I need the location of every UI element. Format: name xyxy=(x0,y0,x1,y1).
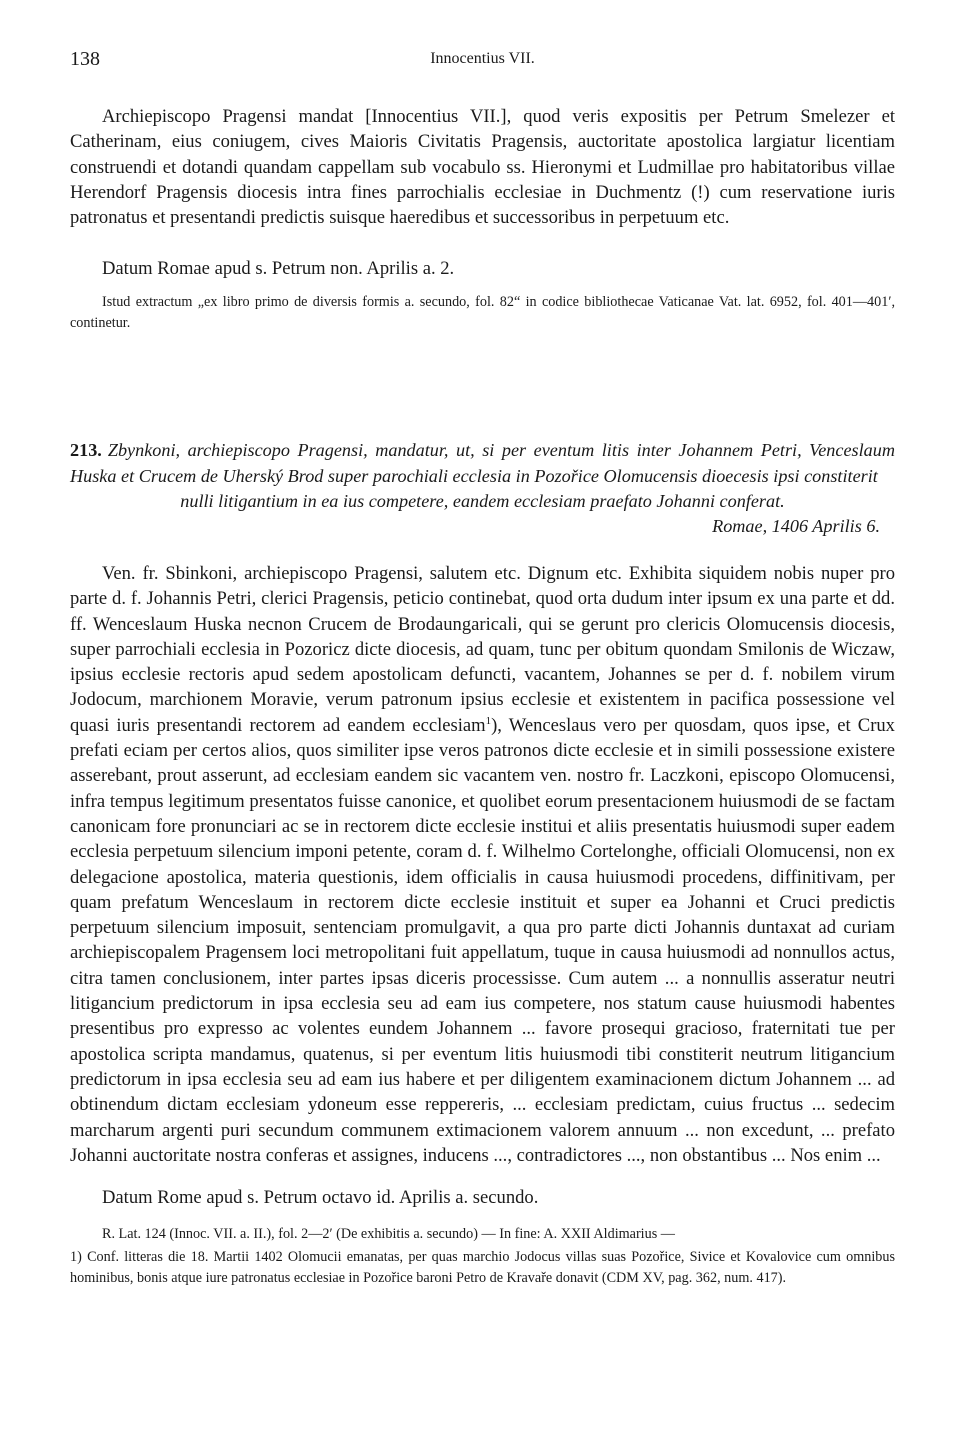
regest-main: Zbynkoni, archiepiscopo Pragensi, mandatur, ut, si per eventum litis inter Johannem Petri, Venceslaum Huska et Crucem de Uherský Brod super parochiali ecclesia in Pozořice Olomucensis dioecesis ipsi constiterit xyxy=(70,440,895,486)
running-head xyxy=(70,48,895,72)
regest-last-line: nulli litigantium in ea ius competere, eandem ecclesiam praefato Johanni conferat. xyxy=(180,491,785,511)
entry-213-regest xyxy=(70,438,895,515)
entry-212-text: Archiepiscopo Pragensi mandat [Innocentius VII.], quod veris expositis per Petrum Smelezer et Catherinam, eius coniugem, cives Maioris Civitatis Pragensis, auctoritate apostolica largiatur licentiam construendi et dotandi quandam cappellam sub vocabulo ss. Hieronymi et Ludmillae pro habitatoribus villae Herendorf Pragensis diocesis intra fines parrochialis ecclesiae in Duchmentz (!) cum reservatione iuris patronatus et presentandi predictis suisque haeredibus et successoribus in perpetuum etc. xyxy=(70,106,895,229)
footnote-reference: 1 xyxy=(485,714,492,727)
page-number: 138 xyxy=(70,48,100,70)
text-part-2: ), Wenceslaus vero per quosdam, quos ipse, et Crux prefati eciam per certos alios, quos similiter ipse veros patronos dicte ecclesie et in simili possessione existere asserebant, prout asserunt, ad ecclesiam eandem sic vacantem ven. nostro fr. Laczkoni, episcopo Olomucensi, infra tempus legitimum presentatos fuisse canonice, et quolibet eorum presentacionem huiusmodi de se factam canonicam fore pronunciari ac se in rectorem dicte ecclesie institui et aliis presentatis huiusmodi super eadem ecclesia perpetuum silencium imponi petente, coram d. f. Wilhelmo Cortelonghe, officiali Olomucensi, non ex delegacione apostolica, materia questionis, idem officialis in causa huiusmodi procedens, diffinitivam, per quam prefatum Wenceslaum in rectorem dicte ecclesie instituit et super ea Johanni et Cruci predictis perpetuum silencium imposuit, sentenciam promulgavit, a qua pro parte dicti Johannis duntaxat ad curiam archiepiscopalem Pragensem loci metropolitani fuit appellatum, tuque in causa huiusmodi ad nonnullos actus, citra tamen conclusionem, inter partes ipsas diceris processisse. Cum autem ... a nonnullis asseratur neutri litigancium predictorum in ipsa ecclesia seu ad eam ius competere, nos statum cause huiusmodi habentes presentibus pro expresso ac volentes eundem Johannem ... favore prosequi gracioso, fraternitati tue per apostolica scripta mandamus, quatenus, si per eventum litis huiusmodi tibi constiterit neutrum litigancium predictorum in ipsa ecclesia seu ad eam ius habere et per diligentem examinacionem dictum Johannem ... ad obtinendum dictam ecclesiam ydoneum esse reppereris, ... ecclesiam predictam, cuius fructus ... sedecim marcharum argenti puri secundum communem extimacionem valorem annuum ... non excedunt, ... prefato Johanni auctoritate nostra conferas et assignes, inducens ..., contradictores ..., non obstantibus ... Nos enim ... xyxy=(70,714,895,1166)
entry-212-dating: Datum Romae apud s. Petrum non. Aprilis a. 2. xyxy=(102,258,455,279)
entry-213-source-note: R. Lat. 124 (Innoc. VII. a. II.), fol. 2—2′ (De exhibitis a. secundo) — In fine: A. XXII Aldimarius — xyxy=(102,1226,675,1242)
text-part-1: Ven. fr. Sbinkoni, archiepiscopo Pragensi, salutem etc. Dignum etc. Exhibita siquidem nobis nuper pro parte d. f. Johannis Petri, clerici Pragensis, peticio continebat, quod orta dudum inter ipsum ex una parte et dd. ff. Wenceslaum Huska necnon Crucem de Brodaungaricali, qui se gerunt pro clericis Olomucensis diocesis, super parrochiali ecclesia in Pozoricz dicte diocesis, ad quam, tunc per obitum quondam Smilonis de Wiczaw, ipsius ecclesie rectoris apud sedem apostolicam defuncti, vacantem, Johannes se per d. f. nobilem virum Jodocum, marchionem Moravie, verum patronum ipsius ecclesie et existentem in pacifica possessione vel quasi iuris presentandi rectorem ad eandem ecclesiam xyxy=(70,563,895,736)
entry-213-dating: Datum Rome apud s. Petrum octavo id. Aprilis a. secundo. xyxy=(102,1187,539,1208)
place-date: Romae, 1406 Aprilis 6. xyxy=(712,516,880,536)
document-number: 213. xyxy=(70,440,102,460)
entry-213-text xyxy=(70,561,895,1168)
footnote-1 xyxy=(70,1247,895,1289)
running-title: Innocentius VII. xyxy=(430,50,535,67)
entry-212-source-note: Istud extractum „ex libro primo de diversis formis a. secundo, fol. 82“ in codice bibliothecae Vaticanae Vat. lat. 6952, fol. 401—401′, continetur. xyxy=(70,294,895,331)
footnote-text: Conf. litteras die 18. Martii 1402 Olomucii emanatas, per quas marchio Jodocus villas suas Pozořice, Sivice et Kovalovice cum omnibus hominibus, bonis atque iure patronatus ecclesiae in Pozořice baroni Petro de Kravaře donavit (CDM XV, pag. 362, num. 417). xyxy=(70,1249,896,1286)
footnote-marker: 1) xyxy=(70,1249,82,1265)
